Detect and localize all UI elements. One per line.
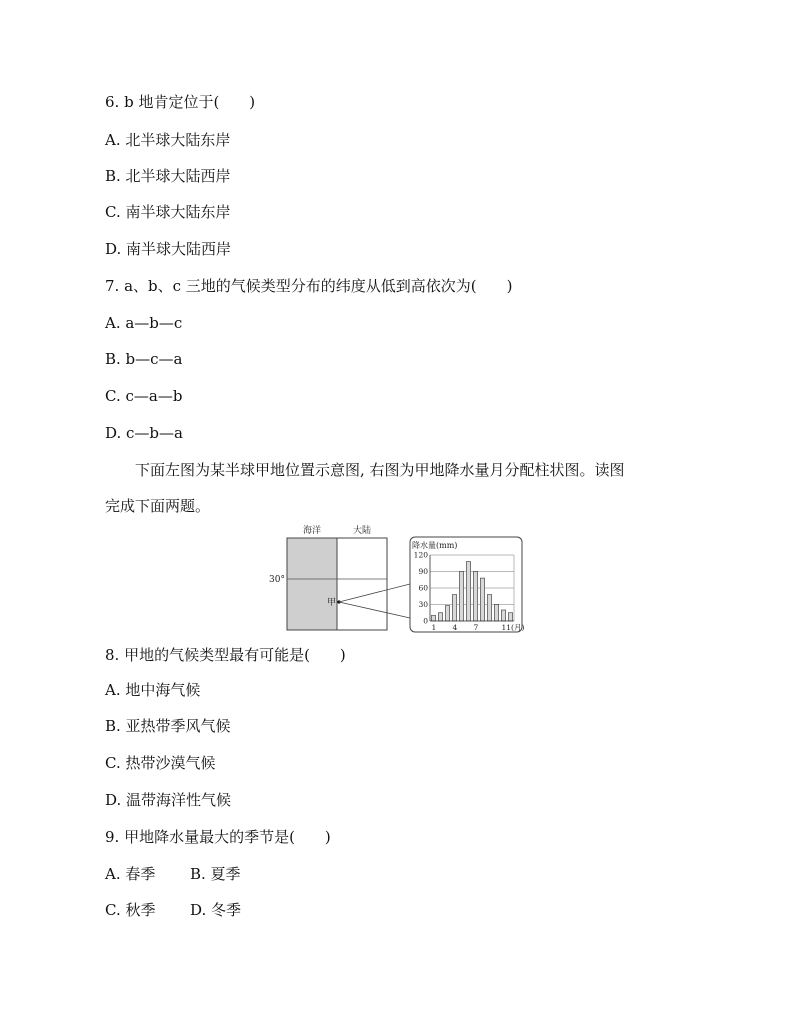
q6-option-a: A. 北半球大陆东岸 [105, 131, 231, 149]
chart-bar [501, 610, 505, 621]
q9-option-c: C. 秋季 [105, 901, 156, 919]
chart-bar [431, 616, 435, 622]
chart-bar [487, 595, 491, 621]
land-label: 大陆 [352, 526, 372, 536]
q7-option-a: A. a—b—c [105, 314, 183, 332]
q9-option-b: B. 夏季 [190, 865, 241, 883]
latitude-label: 30° [269, 575, 285, 585]
q7-option-c: C. c—a—b [105, 387, 183, 405]
q7-option-d: D. c—b—a [105, 424, 183, 442]
chart-y-tick-label: 30 [418, 600, 428, 609]
chart-bar [445, 606, 449, 621]
figure [265, 520, 527, 636]
figure-svg [265, 520, 527, 636]
q8-option-b: B. 亚热带季风气候 [105, 717, 231, 735]
chart-x-tick-label: 4 [452, 623, 458, 632]
chart-y-tick-label: 0 [423, 616, 428, 626]
ocean-area [287, 538, 337, 630]
location-map [269, 524, 387, 630]
chart-bar [438, 613, 442, 621]
intro-line-2: 完成下面两题。 [105, 497, 211, 515]
chart-bar [466, 562, 470, 621]
q6-option-c: C. 南半球大陆东岸 [105, 203, 231, 221]
q8-stem: 8. 甲地的气候类型最有可能是( ) [105, 646, 346, 664]
land-area [337, 538, 387, 630]
q6-stem: 6. b 地肯定位于( ) [105, 93, 256, 111]
chart-bar [480, 578, 484, 621]
intro-line-1: 下面左图为某半球甲地位置示意图, 右图为甲地降水量月分配柱状图。读图 [135, 461, 625, 479]
chart-y-tick-label: 60 [418, 583, 428, 593]
q9-stem: 9. 甲地降水量最大的季节是( ) [105, 828, 331, 846]
q6-option-d: D. 南半球大陆西岸 [105, 240, 232, 258]
chart-y-tick-label: 90 [418, 567, 428, 576]
q7-stem: 7. a、b、c 三地的气候类型分布的纬度从低到高依次为( ) [105, 277, 513, 295]
chart-bar [459, 572, 463, 622]
chart-bar [494, 605, 498, 622]
q8-option-c: C. 热带沙漠气候 [105, 754, 216, 772]
chart-bar [452, 595, 456, 621]
q8-option-a: A. 地中海气候 [105, 681, 201, 699]
chart-x-tick-label: 7 [473, 623, 479, 632]
chart-x-tick-label: 1 [431, 623, 437, 632]
ocean-label: 海洋 [302, 526, 322, 536]
q9-option-a: A. 春季 [105, 865, 156, 883]
chart-x-tick-label: 11(月) [501, 623, 525, 632]
chart-title: 降水量(mm) [412, 541, 458, 550]
chart-bar [473, 572, 477, 622]
q9-option-d: D. 冬季 [190, 901, 242, 919]
q6-option-b: B. 北半球大陆西岸 [105, 167, 231, 185]
chart-bar [508, 613, 512, 621]
q7-option-b: B. b—c—a [105, 350, 183, 368]
q8-option-d: D. 温带海洋性气候 [105, 791, 232, 809]
point-jia-label: 甲 [327, 598, 337, 608]
chart-y-tick-label: 120 [413, 550, 428, 560]
